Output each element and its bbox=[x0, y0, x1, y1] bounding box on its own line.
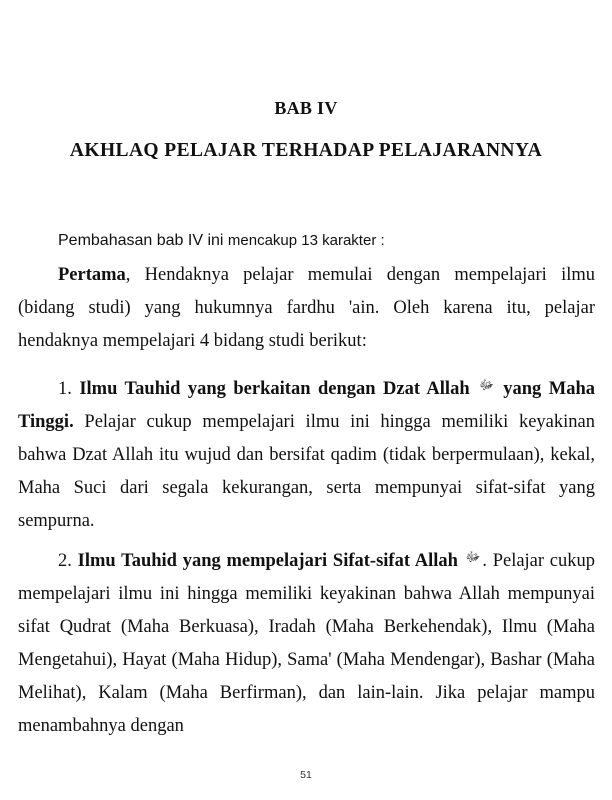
intro-rest: mencakup 13 karakter : bbox=[227, 232, 385, 249]
item-1-heading: Ilmu Tauhid yang berkaitan dengan Dzat Allah bbox=[79, 379, 470, 399]
chapter-heading: BAB IV bbox=[274, 98, 338, 118]
item-2-number: 2. bbox=[58, 551, 78, 571]
honorific-icon: ﷻ bbox=[465, 549, 481, 564]
paragraph-item-2 bbox=[18, 540, 595, 743]
item-2-heading: Ilmu Tauhid yang mempelajari Sifat-sifat Allah bbox=[77, 551, 458, 571]
chapter-title: AKHLAQ PELAJAR TERHADAP PELAJARANNYA bbox=[69, 140, 543, 161]
item-1-number: 1. bbox=[58, 379, 80, 399]
paragraph-pertama bbox=[18, 259, 595, 358]
paragraph-item-1 bbox=[18, 368, 595, 538]
intro-paragraph bbox=[58, 224, 595, 257]
intro-lead: Pembahasan bab IV ini bbox=[58, 232, 224, 249]
page-number: 51 bbox=[300, 769, 312, 781]
honorific-icon: ﷻ bbox=[479, 377, 494, 392]
item-2-text: . Pelajar cukup mempelajari ilmu ini hingga memiliki keyakinan bahwa Allah mempunyai sifat Qudrat (Maha Berkuasa), Iradah (Maha Berkehendak), Ilmu (Maha Mengetahui), Hayat (Maha Hidup), Sama' (Maha Mendengar), Bashar (Maha Melihat), Kalam (Maha Berfirman), dan lain-lain. Jika pelajar mampu menambahnya dengan bbox=[18, 551, 596, 736]
item-1-heading-end: yang Maha Tinggi. bbox=[18, 379, 595, 432]
pertama-text: , Hendaknya pelajar memulai dengan mempelajari ilmu (bidang studi) yang hukumnya fardhu 'ain. Oleh karena itu, pelajar hendaknya mempelajari 4 bidang studi berikut: bbox=[18, 265, 595, 351]
pertama-label: Pertama bbox=[58, 265, 126, 285]
item-1-text: Pelajar cukup mempelajari ilmu ini hingga memiliki keyakinan bahwa Dzat Allah itu wujud dan bersifat qadim (tidak berpermulaan), kekal, Maha Suci dari segala kekurangan, serta mempunyai sifat-sifat yang sempurna. bbox=[18, 412, 595, 531]
